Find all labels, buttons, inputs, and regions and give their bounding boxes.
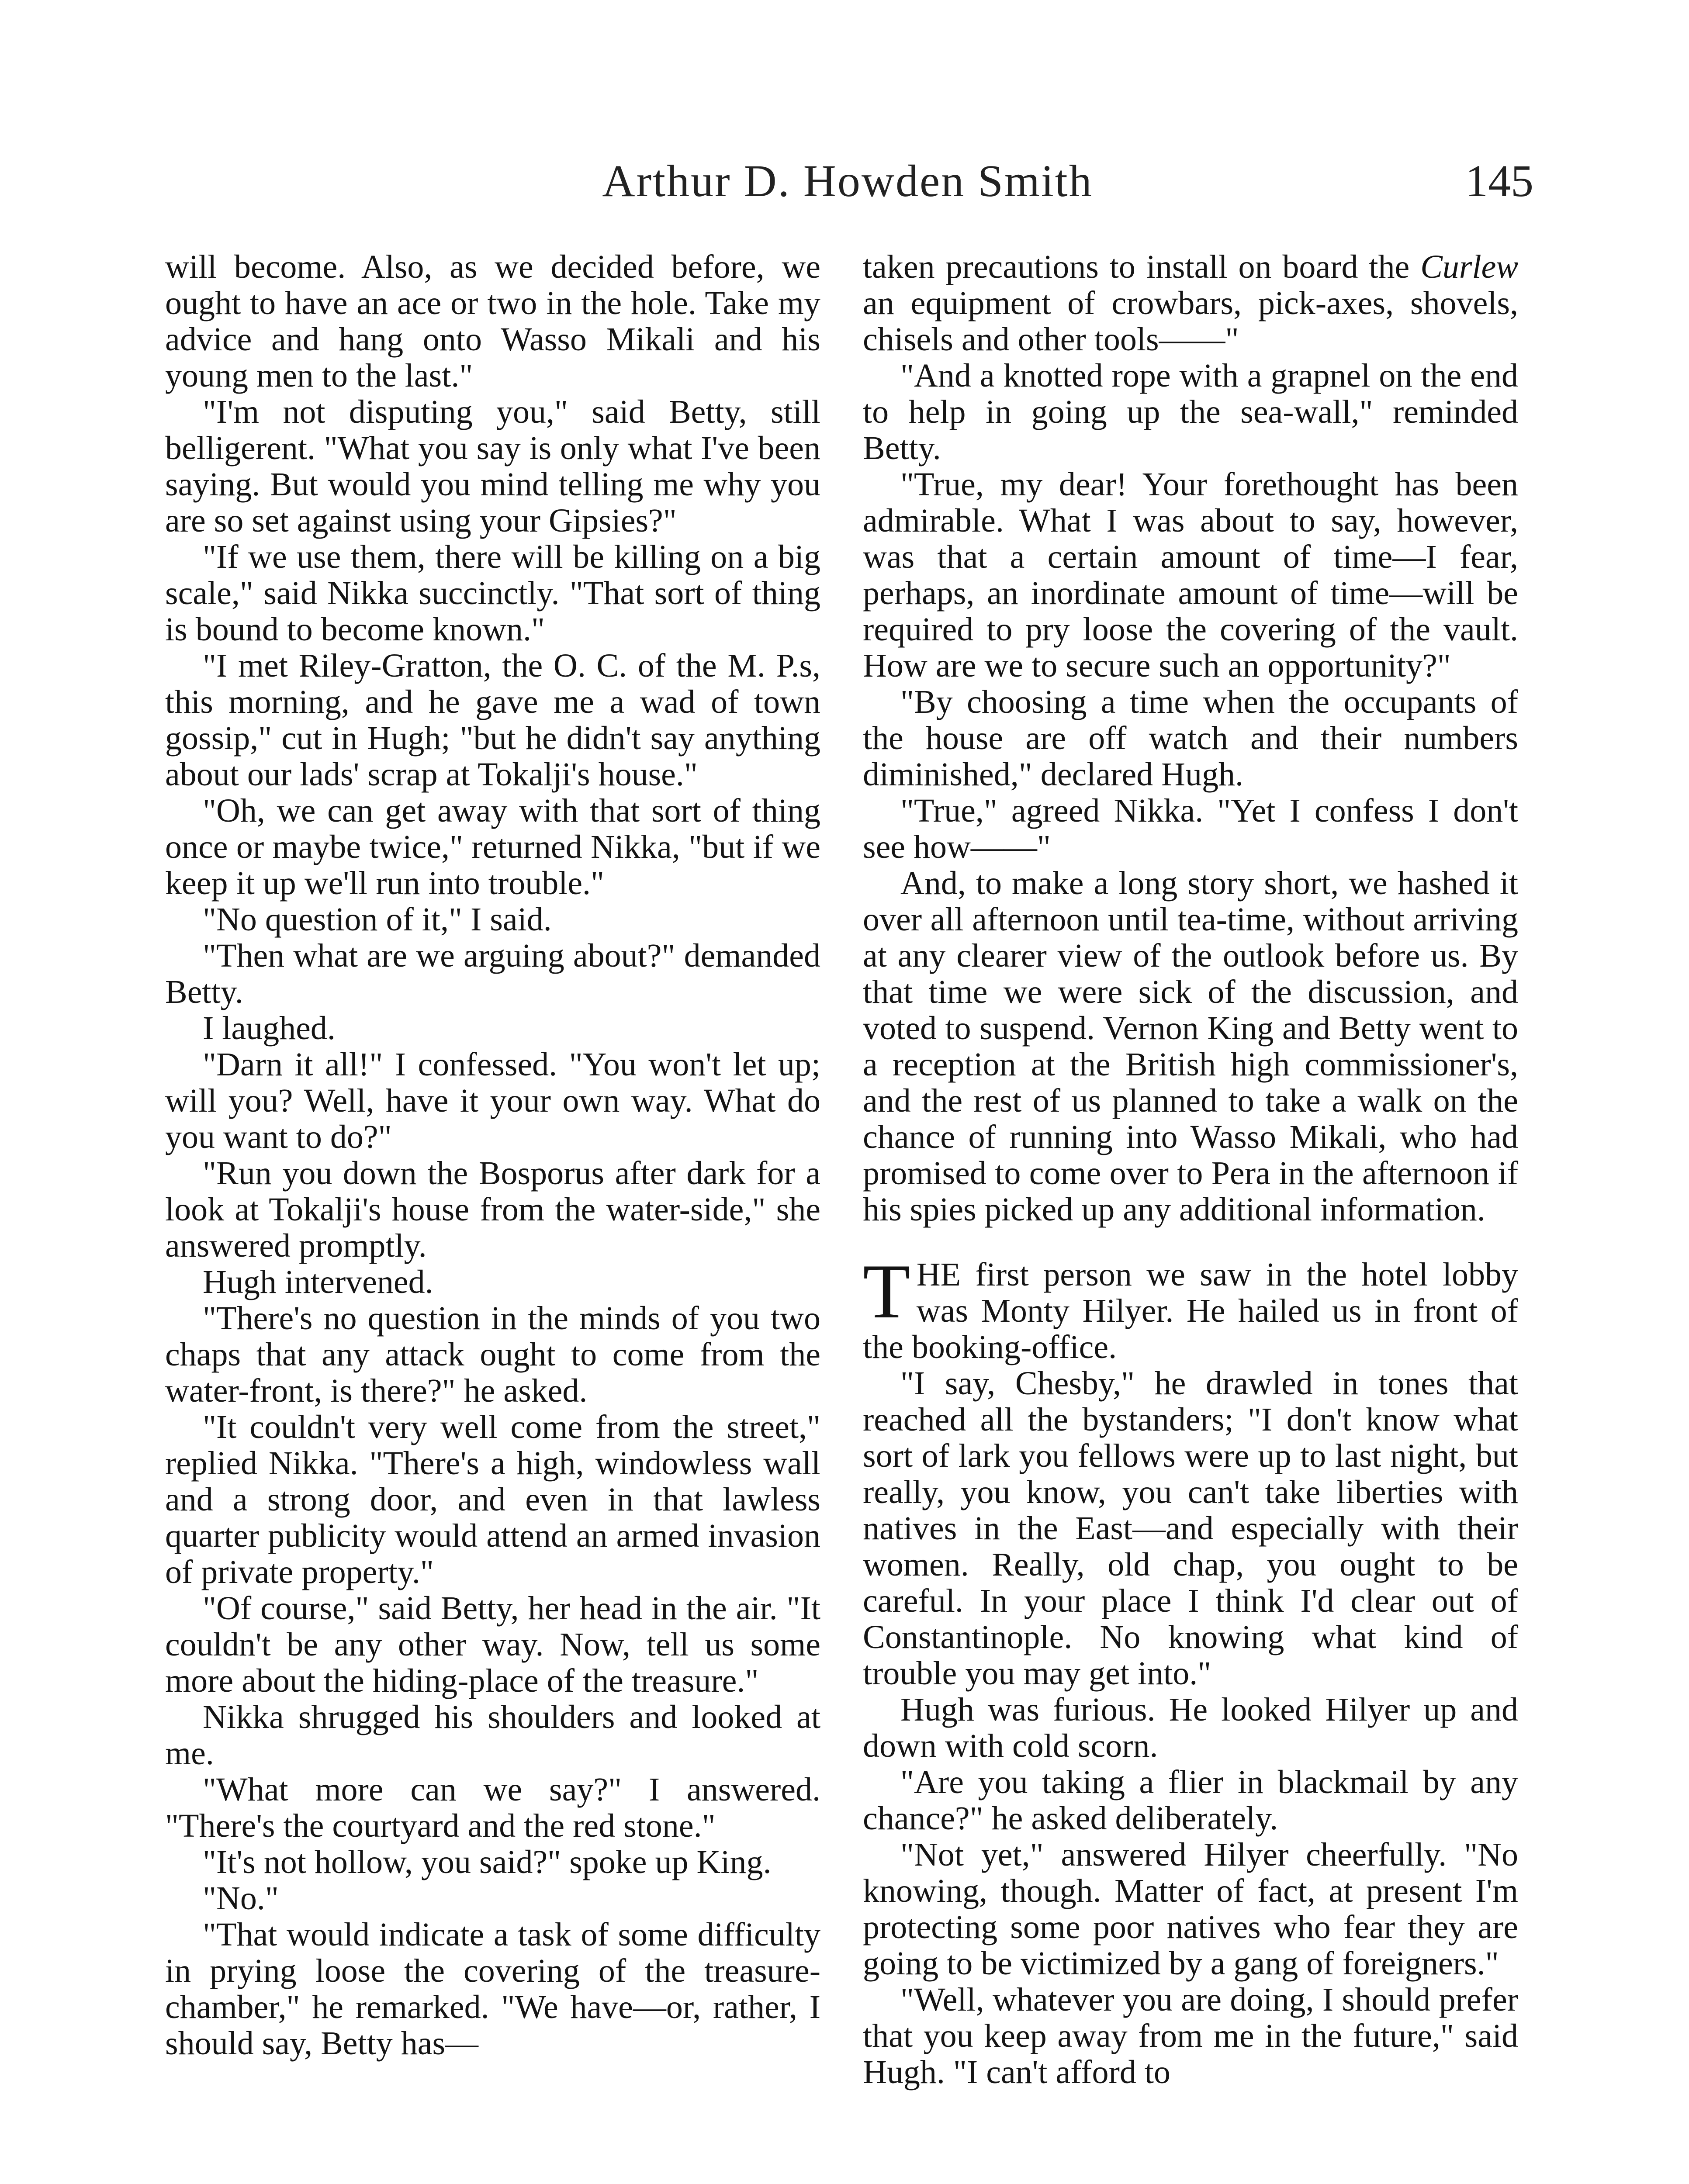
continuation-text: an equipment of crowbars, pick-axes, shovels, chisels and other tools——" <box>863 285 1518 358</box>
paragraph-continuation <box>863 249 1518 358</box>
paragraph: "Then what are we arguing about?" demanded Betty. <box>165 937 820 1010</box>
paragraph: "That would indicate a task of some difficulty in prying loose the covering of the treasure-chamber," he remarked. "We have—or, rather, I should say, Betty has— <box>165 1916 820 2062</box>
paragraph: "And a knotted rope with a grapnel on the end to help in going up the sea-wall," reminded Betty. <box>863 357 1518 467</box>
ship-name: Curlew <box>1420 249 1518 285</box>
page-number: 145 <box>1465 156 1533 206</box>
paragraph: "It's not hollow, you said?" spoke up King. <box>203 1844 772 1880</box>
paragraph: "By choosing a time when the occupants of the house are off watch and their numbers diminished," declared Hugh. <box>863 684 1518 793</box>
right-column <box>863 249 1518 2091</box>
paragraph: "Run you down the Bosporus after dark for a look at Tokalji's house from the water-side," she answered promptly. <box>165 1155 820 1264</box>
paragraph: "No question of it," I said. <box>203 901 552 938</box>
opening-text: HE first person we saw in the hotel lobby was Monty Hilyer. He hailed us in front of the booking-office. <box>863 1256 1518 1365</box>
paragraph: "What more can we say?" I answered. "There's the courtyard and the red stone." <box>165 1771 820 1844</box>
left-column <box>165 249 820 2062</box>
drop-cap: T <box>863 1248 910 1334</box>
paragraph: Hugh intervened. <box>203 1264 433 1300</box>
paragraph: "Darn it all!" I confessed. "You won't let up; will you? Well, have it your own way. What do you want to do?" <box>165 1046 820 1155</box>
paragraph: "Of course," said Betty, her head in the air. "It couldn't be any other way. Now, tell us some more about the hiding-place of the treasure." <box>165 1590 820 1699</box>
paragraph: "Are you taking a flier in blackmail by any chance?" he asked deliberately. <box>863 1764 1518 1837</box>
paragraph: "I met Riley-Gratton, the O. C. of the M. P.s, this morning, and he gave me a wad of town gossip," cut in Hugh; "but he didn't say anything about our lads' scrap at Tokalji's house." <box>165 647 820 793</box>
paragraph: "Well, whatever you are doing, I should prefer that you keep away from me in the future," said Hugh. "I can't afford to <box>863 1981 1518 2091</box>
paragraph: "I'm not disputing you," said Betty, still belligerent. "What you say is only what I've been saying. But would you mind telling me why you are so set against using your Gipsies?" <box>165 394 820 539</box>
author-name: Arthur D. Howden Smith <box>602 156 1093 206</box>
paragraph: "True, my dear! Your forethought has been admirable. What I was about to say, however, was that a certain amount of time—I fear, perhaps, an inordinate amount of time—will be required to pry loose the covering of the vault. How are we to secure such an opportunity?" <box>863 466 1518 684</box>
paragraph: Hugh was furious. He looked Hilyer up and down with cold scorn. <box>863 1691 1518 1764</box>
paragraph: "It couldn't very well come from the street," replied Nikka. "There's a high, windowless wall and a strong door, and even in that lawless quarter publicity would attend an armed invasion of private property." <box>165 1409 820 1590</box>
running-header <box>162 155 1533 221</box>
paragraph: "Oh, we can get away with that sort of thing once or maybe twice," returned Nikka, "but if we keep it up we'll run into trouble." <box>165 792 820 902</box>
paragraph: "There's no question in the minds of you two chaps that any attack ought to come from the water-front, is there?" he asked. <box>165 1300 820 1409</box>
paragraph: "If we use them, there will be killing on a big scale," said Nikka succinctly. "That sort of thing is bound to become known." <box>165 539 820 648</box>
paragraph: "True," agreed Nikka. "Yet I confess I don't see how——" <box>863 792 1518 865</box>
paragraph: will become. Also, as we decided before, we ought to have an ace or two in the hole. Take my advice and hang onto Wasso Mikali and his young men to the last." <box>165 249 820 394</box>
paragraph: "No." <box>203 1880 279 1917</box>
continuation-text: taken precautions to install on board the <box>863 249 1421 285</box>
paragraph: I laughed. <box>203 1010 336 1047</box>
paragraph: And, to make a long story short, we hashed it over all afternoon until tea-time, without arriving at any clearer view of the outlook before us. By that time we were sick of the discussion, and voted to suspend. Vernon King and Betty went to a reception at the British high commissioner's, and the rest of us planned to take a walk on the chance of running into Wasso Mikali, who had promised to come over to Pera in the afternoon if his spies picked up any additional information. <box>863 865 1518 1228</box>
paragraph: "Not yet," answered Hilyer cheerfully. "No knowing, though. Matter of fact, at present I'm protecting some poor natives who fear they are going to be victimized by a gang of foreigners." <box>863 1836 1518 1982</box>
paragraph: "I say, Chesby," he drawled in tones that reached all the bystanders; "I don't know what sort of lark you fellows were up to last night, but really, you know, you can't take liberties with natives in the East—and especially with their women. Really, old chap, you ought to be careful. In your place I think I'd clear out of Constantinople. No knowing what kind of trouble you may get into." <box>863 1365 1518 1692</box>
paragraph: Nikka shrugged his shoulders and looked at me. <box>165 1699 820 1772</box>
section-opening-paragraph <box>863 1248 1518 1365</box>
